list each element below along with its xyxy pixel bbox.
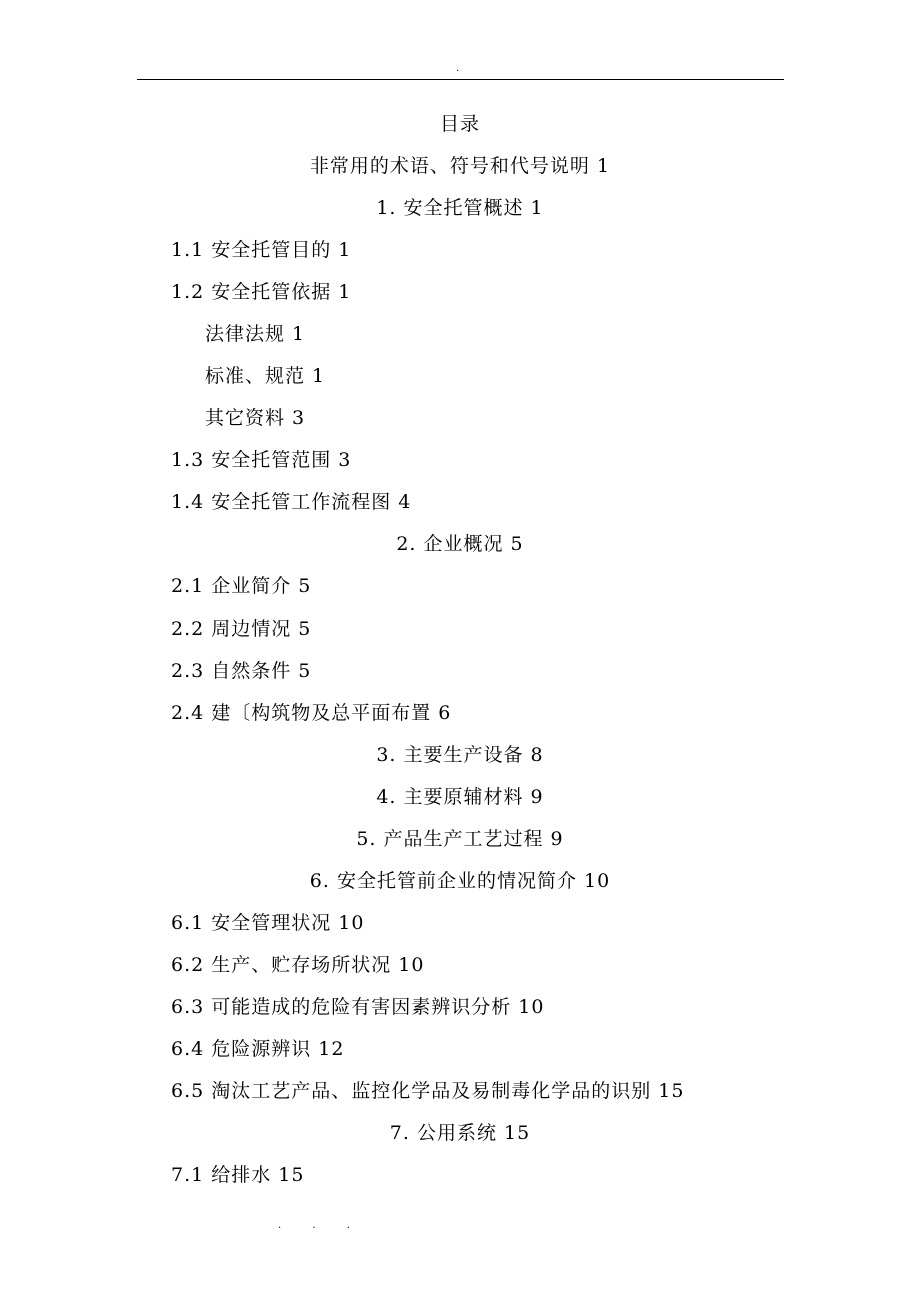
toc-item[interactable]: 3. 主要生产设备 8 — [376, 743, 544, 766]
toc-item[interactable]: 6.1 安全管理状况 10 — [171, 911, 365, 934]
footer-marks: . . . — [278, 1220, 364, 1231]
toc-title: 目录 — [439, 113, 480, 135]
header-rule — [137, 79, 784, 80]
toc-item[interactable]: 6.2 生产、贮存场所状况 10 — [171, 953, 425, 976]
toc-item[interactable]: 1.3 安全托管范围 3 — [171, 449, 352, 472]
toc-item[interactable]: 法律法规 1 — [205, 323, 306, 346]
toc-item[interactable]: 2. 企业概况 5 — [396, 533, 524, 556]
toc-item[interactable]: 1. 安全托管概述 1 — [376, 197, 544, 220]
toc-item[interactable]: 标准、规范 1 — [205, 365, 326, 388]
table-of-contents — [0, 103, 920, 1196]
toc-item[interactable]: 1.1 安全托管目的 1 — [171, 239, 352, 262]
toc-item[interactable]: 非常用的术语、符号和代号说明 1 — [309, 155, 611, 177]
toc-item[interactable]: 6. 安全托管前企业的情况简介 10 — [309, 869, 611, 892]
toc-item[interactable]: 6.4 危险源辨识 12 — [171, 1037, 345, 1060]
header-mark: . — [456, 63, 460, 74]
toc-item[interactable]: 2.1 企业简介 5 — [171, 575, 312, 598]
toc-item[interactable]: 4. 主要原辅材料 9 — [376, 785, 544, 808]
toc-item[interactable]: 1.4 安全托管工作流程图 4 — [171, 491, 412, 514]
toc-item[interactable]: 7.1 给排水 15 — [171, 1164, 305, 1187]
toc-item[interactable]: 6.5 淘汰工艺产品、监控化学品及易制毒化学品的识别 15 — [171, 1080, 685, 1103]
toc-item[interactable]: 2.3 自然条件 5 — [171, 659, 312, 682]
toc-item[interactable]: 2.2 周边情况 5 — [171, 617, 312, 640]
toc-item[interactable]: 7. 公用系统 15 — [389, 1122, 531, 1145]
toc-item[interactable]: 6.3 可能造成的危险有害因素辨识分析 10 — [171, 995, 545, 1018]
toc-item[interactable]: 5. 产品生产工艺过程 9 — [356, 827, 564, 850]
toc-item[interactable]: 2.4 建〔构筑物及总平面布置 6 — [171, 701, 452, 724]
toc-item[interactable]: 其它资料 3 — [205, 407, 306, 430]
toc-item[interactable]: 1.2 安全托管依据 1 — [171, 281, 352, 304]
